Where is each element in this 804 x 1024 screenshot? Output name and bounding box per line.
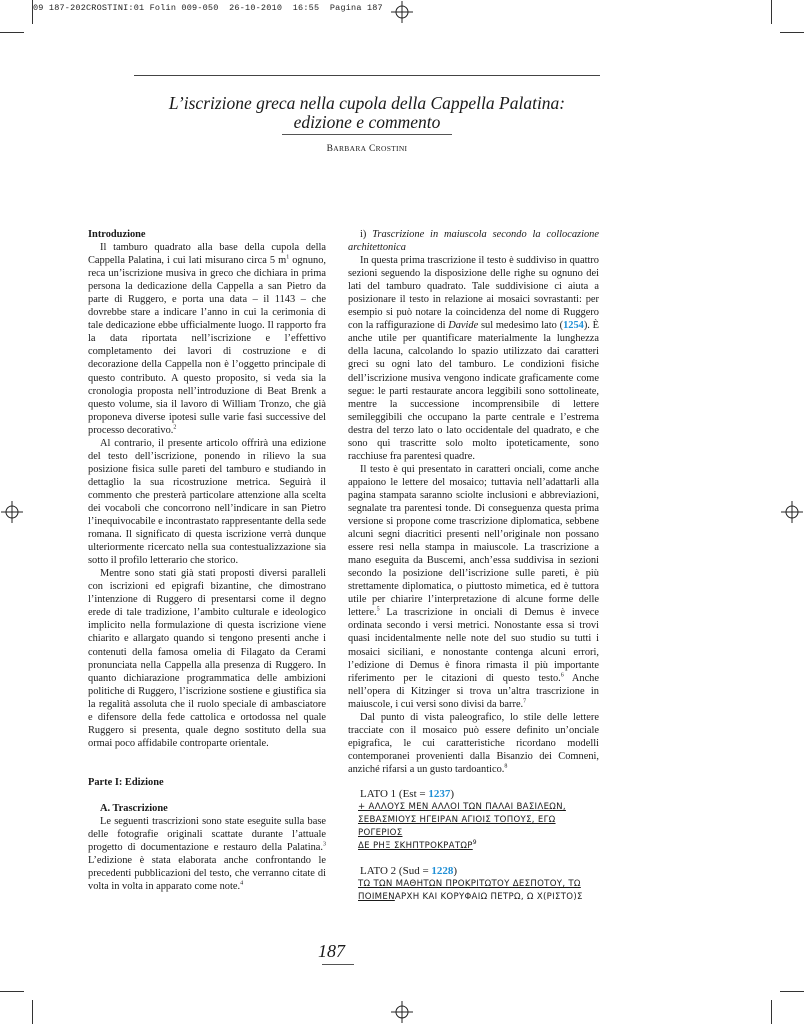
registration-mark-icon: [781, 501, 803, 523]
registration-mark-icon: [391, 1, 413, 23]
crop-mark: [780, 991, 804, 992]
registration-mark-icon: [1, 501, 23, 523]
paragraph: Mentre sono stati già stati proposti diversi paralleli con iscrizioni ed epigrafi bizantine, che dimostrano l’intenzione di Ruggero di presentarsi come il degno erede di tale tradizione, l’ambito culturale e ideologico implicito nella formulazione di questa iscrizione viene chiarito e allargato quando si tengono presenti anche i contenuti della famosa omelia di Filagato da Cerami pronunciata nella Cappella alla presenza di Ruggero. In quanto dichiarazione programmatica delle ambizioni politiche di Ruggero, l’iscrizione sostiene e giustifica sia la regalità assoluta che il ruolo speciale di ambasciatore e difensore della fede cattolica e ortodossa nel quale Ruggero si presenta, quale degno sostituto della sua ormai poco affidabile controparte orientale.: [88, 568, 326, 749]
left-column: [88, 228, 326, 893]
greek-line: + ΑΛΛΟΥΣ ΜΕΝ ΑΛΛΟΙ ΤΩΝ ΠΑΛΑΙ ΒΑΣΙΛΕΩΝ,: [358, 802, 566, 813]
crop-mark: [32, 0, 33, 24]
header-rule: [134, 75, 600, 76]
crop-mark: [771, 0, 772, 24]
figure-link[interactable]: 1228: [431, 865, 454, 878]
crop-mark: [0, 991, 24, 992]
paragraph: Le seguenti trascrizioni sono state eseguite sulla base delle fotografie originali scattate durante l’attuale progetto di documentazione e restauro della Palatina.$^3$ L’edizione è stata elaborata anche confrontando le precedenti pubblicazioni del testo, che verranno citate di volta in volta in apparato come note.$^4$: [88, 815, 326, 893]
title-rule: [282, 134, 452, 135]
page-number-rule: [322, 964, 354, 965]
paragraph: In questa prima trascrizione il testo è suddiviso in quattro sezioni seguendo la disposizione delle righe su ognuno dei lati del tamburo quadrato. Tale suddivisione ci aiuta a posizionare il testo in relazione ai mosaici sovrastanti: per esempio si può notare la coincidenza del nome di Ruggero con la raffigurazione di Davide sul medesimo lato (1254). È anche utile per quantificare materialmente la lunghezza della lacuna, calcolando lo spazio utilizzato dai caratteri greci su ogni lato del tamburo. Le condizioni fisiche dell’iscrizione musiva vengono indicate graficamente come segue: le parti restaurate ancora leggibili sono sottolineate, mentre la successione incomprensibile di lettere semileggibili che occupano la parte centrale e l’estrema destra del terzo lato o lato occidentale del quadrato, e che sono qui trascritte solo molto ipoteticamente, sono racchiuse fra parentesi quadre.: [348, 255, 599, 462]
paragraph: Dal punto di vista paleografico, lo stile delle lettere tracciate con il mosaico può essere definito un’onciale epigrafica, le cui caratteristiche ricordano modelli contemporanei provenienti dalla Bisanzio dei Comneni, anziché rifarsi a un gusto tardoantico.$^8$: [348, 711, 599, 775]
crop-mark: [780, 32, 804, 33]
paragraph: Il tamburo quadrato alla base della cupola della Cappella Palatina, i cui lati misurano circa 5 $m^1$ ognuno, reca un’iscrizione musiva in greco che dichiara in prima persona la dedicazione della Cappella a san Pietro da parte di Ruggero, e porta una data – il 1143 – che dovrebbe stare a indicare l’anno in cui la cerimonia di tale dedicazione ebbe ufficialmente luogo. Il rapporto fra la data riportata nell’iscrizione e l’effettivo completamento dei lavori di costruzione e di decorazione della Cappella non è l’oggetto principale di questo contributo. A questo proposito, si veda sia la cronologia proposta nell’introduzione di Beat Brenk a questo volume, sia il lavoro di William Tronzo, che già proponeva diverse ipotesi sulle varie fasi successive del processo decorativo.$^2$: [88, 242, 326, 436]
author-name: BARBARA CROSTINI: [326, 144, 408, 154]
intro-heading: Introduzione: [88, 229, 146, 240]
subsection-heading: i) Trascrizione in maiuscola secondo la collocazione architettonica: [348, 229, 599, 254]
article-title-line-2: edizione e commento: [293, 112, 441, 132]
crop-mark: [771, 1000, 772, 1024]
right-column: [348, 228, 599, 904]
greek-line: ΤΩ ΤΩΝ ΜΑΘΗΤΩΝ ΠΡΟΚΡΙΤΩΤΟΥ ΔΕΣΠΟΤΟΥ, ΤΩ: [358, 879, 581, 890]
article-title-line-1: L’iscrizione greca nella cupola della Cappella Palatina:: [168, 93, 566, 113]
registration-mark-icon: [391, 1001, 413, 1023]
lato-1-label: LATO 1 (Est = 1237): [360, 787, 455, 800]
greek-line: ΠΟΙΜΕΝΑΡΧΗ ΚΑΙ ΚΟΡΥΦΑΙΩ ΠΕΤΡΩ, Ω Χ(ΡΙΣΤΟ)Σ: [358, 892, 583, 903]
part-heading: Parte I: Edizione: [88, 776, 164, 788]
page-number: 187: [318, 941, 345, 961]
figure-link[interactable]: 1237: [428, 787, 451, 800]
greek-line: ΣΕΒΑΣΜΙΟΥΣ ΗΓΕΙΡΑΝ ΑΓΙΟΙΣ ΤΟΠΟΥΣ, ΕΓΩ ΡΟΓΕΡΙΟΣ: [358, 815, 556, 839]
paragraph: Il testo è qui presentato in caratteri onciali, come anche appaiono le lettere del mosaico; tuttavia nell’adattarli alla pagina stampata saranno sciolte inclusioni e abbreviazioni, segnalate tra parentesi tonde. Di conseguenza questa prima versione si propone come trascrizione diplomatica, sebbene alcuni segni diacritici presenti nell’originale non possano essere resi nella stampa in maiuscole. La trascrizione a mano eseguita da Buscemi, anch’essa suddivisa in sezioni secondo la posizione dell’iscrizione sulle pareti, è più strettamente diplomatica, o piuttosto mimetica, ed è tuttora utile per chiarire l’interpretazione di alcune forme delle lettere.$^5$ La trascrizione in onciali di Demus è invece ordinata secondo i versi metrici. Nonostante essa si trovi quasi incidentalmente nelle note del suo studio su tutti i mosaici siciliani, e nonostante contenga alcuni errori, l’edizione di Demus è finora rimasta il più importante riferimento per le citazioni di questo testo.$^6$ Anche nell’opera di Kitzinger si trova un’altra trascrizione in maiuscole, i cui versi sono divisi da barre.$^7$: [348, 463, 599, 710]
figure-link[interactable]: 1254: [563, 320, 584, 332]
crop-mark: [32, 1000, 33, 1024]
crop-mark: [0, 32, 24, 33]
lato-2-label: LATO 2 (Sud = 1228): [360, 865, 458, 878]
printer-slug: 09 187-202CROSTINI:01 Folin 009-050 26-10-2010 16:55 Pagina 187: [33, 3, 383, 13]
greek-line: ΔΕ ΡΗΞ ΣΚΗΠΤΡΟΚΡΑΤΩΡ$^9$: [358, 839, 477, 852]
paragraph: Al contrario, il presente articolo offrirà una edizione del testo dell’iscrizione, ponendo in rilievo la sua posizione fisica sulle pareti del tamburo e studiando in dettaglio la sua ricostruzione metrica. Seguirà il commento che presterà particolare attenzione alla scelta dei vocaboli che concorrono nell’indicare in san Pietro l’inequivocabile e incontrastato rappresentante della sede romana. Il significato di questa iscrizione verrà dunque ulteriormente ricercato nella sua contestualizzazione sia sotto il profilo letterario che storico.: [88, 437, 327, 567]
section-heading: A. Trascrizione: [100, 802, 168, 814]
